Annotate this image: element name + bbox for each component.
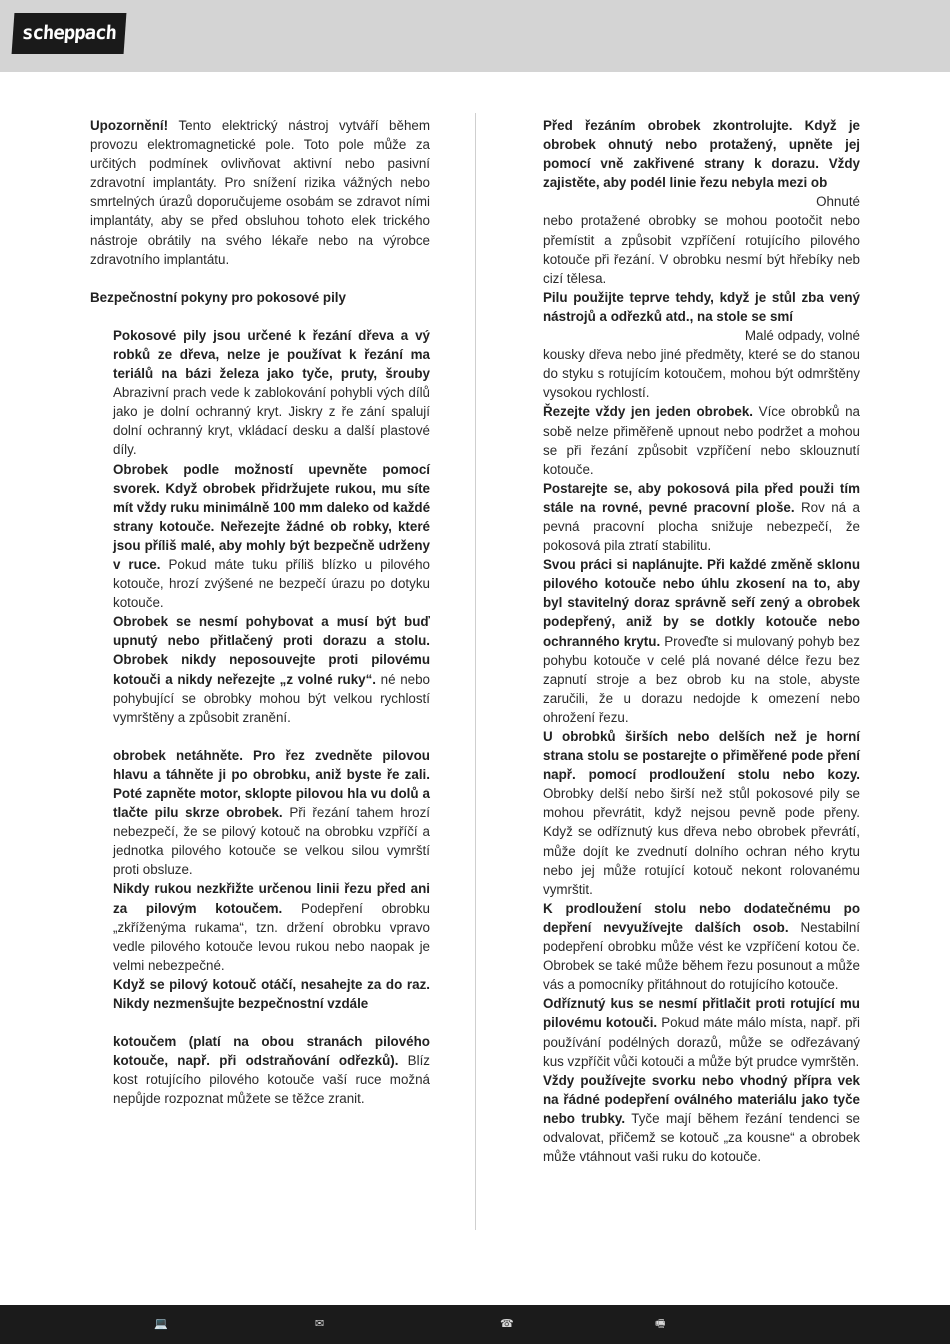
instruction-text: Obrobky delší nebo širší než stůl pokosové pily se mohou převrátit, když nejsou pevně pode přeny. Když se odříznutý kus dřeva nebo obrobek převrátí, může dojít ke zvednutí dolního ochran ného krytu nebo jej může rotující kotouč nekont rolovanému vymrštit. [543, 786, 860, 897]
instruction-paragraph [543, 479, 860, 555]
instruction-paragraph [113, 1032, 430, 1108]
instruction-text: Abrazivní prach vede k zablokování pohybli vých dílů jako je dolní ochranný kryt. Jiskry z ře zání spalují dolní ochranný kryt, vkládací desku a další plastové díly. [113, 385, 430, 458]
instruction-bold: Postarejte se, aby pokosová pila před použi tím stále na rovné, pevné pracovní ploše. [543, 480, 860, 515]
instruction-bold: Vždy používejte svorku nebo vhodný přípra vek na řádné podepření oválného materiálu jako tyče nebo trubky. [543, 1072, 860, 1126]
instruction-bold: U obrobků širších nebo delších než je horní strana stolu se postarejte o přiměřené pode pření např. pomocí prodloužení stolu nebo kozy. [543, 729, 860, 783]
warning-label: Upozornění! [90, 118, 169, 133]
left-column [90, 116, 430, 1109]
instruction-text: nebo protažené obrobky se mohou pootočit nebo přemístit a způsobit vzpříčení rotujícího pilového kotouče při řezání. V obrobku nesmí být hřebíky neb cizí tělesa. [543, 213, 860, 286]
instruction-paragraph [543, 994, 860, 1070]
instruction-text: Proveďte si mulovaný pohyb bez pohybu kotouče v celé plá nované délce řezu bez zapnutí stroje a bez obrob ku na stole, abyste zaručili, že u dorazu nedojde k omezení nebo ohrožení řezu. [543, 633, 860, 725]
instruction-bold: Odříznutý kus se nesmí přitlačit proti rotující mu pilovému kotouči. [543, 996, 860, 1031]
instruction-paragraph [543, 1071, 860, 1166]
instruction-text: né nebo pohybující se obrobky mohou být velkou rychlostí vymrštěny a způsobit zranění. [113, 671, 431, 725]
instruction-bold: Před řezáním obrobek zkontrolujte. Když je obrobek ohnutý nebo protažený, upněte jej pomocí vně zakřivené strany k dorazu. Vždy zajistěte, aby podél linie řezu nebyla mezi ob [543, 118, 860, 191]
emf-warning-paragraph [90, 116, 430, 269]
instruction-bold: Obrobek se nesmí pohybovat a musí být buď upnutý nebo přitlačený proti dorazu a stolu. Obrobek nikdy neposouvejte proti pilovému kotouči a nikdy neřezejte „z volné ruky“. [113, 614, 430, 687]
right-column [543, 116, 860, 1166]
instruction-text: Nestabilní podepření obrobku může vést ke vzpříčení kotou če. Obrobek se také může během řezu posunout a může vás a pomocníky přitáhnout do rotujícího kotouče. [543, 919, 861, 993]
instruction-text: Rov ná a pevná pracovní plocha snižuje nebezpečí, že pokosová pila ztratí stabilitu. [543, 499, 860, 554]
instruction-text: Blíz kost rotujícího pilového kotouče vaší ruce možná nepůjde rozpoznat můžete se těžce zranit. [113, 1053, 430, 1107]
instruction-bold: Pokosové pily jsou určené k řezání dřeva a vý robků ze dřeva, nelze je používat k řezání ma teriálů na bázi železa jako tyče, pruty, šrouby [113, 327, 430, 382]
instruction-text: Malé odpady, volné [744, 328, 860, 344]
instruction-bold: Obrobek podle možností upevněte pomocí svorek. Když obrobek přidržujete rukou, mu síte mít vždy ruku minimálně 100 mm daleko od každé strany kotouče. Neřezejte žádné ob robky, které jsou příliš malé, aby mohly být bezpečně udrženy v ruce. [113, 461, 431, 572]
instruction-bold: K prodloužení stolu nebo dodatečnému po depření nevyužívejte dalších osob. [543, 900, 860, 935]
instruction-paragraph [543, 727, 860, 899]
instruction-paragraph [113, 460, 430, 613]
instruction-bold: Pilu použijte teprve tehdy, když je stůl zba vený nástrojů a odřezků atd., na stole se smí [543, 289, 860, 324]
page-footer [0, 1305, 950, 1344]
instruction-text: Pokud máte tuku příliš blízko u pilového kotouče, hrozí zvýšené ne bezpečí úrazu po dotyku kotouče. [113, 556, 430, 611]
instruction-bold: Řezejte vždy jen jeden obrobek. [543, 404, 754, 420]
instruction-bold: Svou práci si naplánujte. Při každé změně sklonu pilového kotouče nebo úhlu zkosení na to, aby byl stavitelný doraz správně seří zený a obrobek podepřený, aniž by se dotkly kotouče nebo ochranného krytu. [543, 557, 860, 649]
instruction-paragraph [543, 402, 860, 478]
fax-icon: 🖷 [655, 1317, 666, 1330]
warning-text: Tento elektrický nástroj vytváří během provozu elektromagnetické pole. Toto pole může za určitých podmínek ovlivňovat aktivní nebo pasivní zdravotní implantáty. Pro snížení rizika vážných nebo smrtelných úrazů doporučujeme osobám se zdravot ními implantáty, aby se před obsluhou tohoto elek trického nástroje obrátily na svého lékaře nebo na výrobce zdravotního implantátu. [90, 118, 430, 267]
instruction-bold: Nikdy rukou nezkřižte určenou linii řezu před ani za pilovým kotoučem. [113, 881, 430, 916]
phone-icon: ☎ [500, 1317, 514, 1330]
instruction-text: Tyče mají během řezání tendenci se odvalovat, přičemž se kotouč „za kousne“ a obrobek může vtáhnout vaši ruku do kotouče. [543, 1110, 860, 1165]
instruction-bold: kotoučem (platí na obou stranách pilového kotouče, např. při odstraňování odřezků). [113, 1034, 430, 1069]
instruction-bold: obrobek netáhněte. Pro řez zvedněte pilovou hlavu a táhněte ji po obrobku, aniž byste ře zali. Poté zapněte motor, sklopte pilovou hla vu dolů a tlačte pilu skrze obrobek. [113, 747, 430, 821]
page-header [0, 0, 950, 72]
instruction-text: Ohnuté [816, 194, 860, 210]
instruction-text: Více obrobků na sobě nelze přiměřeně upnout nebo podržet a mohou se při řezání způsobit vzpříčení nebo sklouznutí kotouče. [543, 404, 860, 477]
section-heading: Bezpečnostní pokyny pro pokosové pily [90, 289, 346, 305]
scheppach-logo: scheppach [12, 13, 127, 54]
instruction-text: Při řezání tahem hrozí nebezpečí, že se pilový kotouč na obrobku vzpříčí a jednotka pilového kotouče se velkou silou vymrští proti obsluze. [113, 805, 430, 878]
instruction-paragraph [113, 326, 430, 460]
instruction-paragraph [543, 899, 860, 994]
instruction-paragraph [113, 746, 430, 880]
instruction-paragraph [113, 612, 430, 727]
instruction-bold: Když se pilový kotouč otáčí, nesahejte za do raz. Nikdy nezmenšujte bezpečnostní vzdále [113, 976, 430, 1012]
mail-icon: ✉ [315, 1317, 325, 1330]
instruction-text: kousky dřeva nebo jiné předměty, které se do stanou do styku s rotujícím kotoučem, mohou být odmrštěny vysokou rychlostí. [543, 347, 860, 401]
computer-icon: 💻 [154, 1317, 168, 1330]
instruction-text: Podepření obrobku „zkříženýma rukama“, tzn. držení obrobku vpravo vedle pilového kotouče levou rukou nebo naopak je velmi nebezpečné. [113, 900, 430, 973]
instruction-text: Pokud máte málo místa, např. při používání podélných dorazů, může se odřezávaný kus vzpříčit vůči kotouči a může být prudce vymrštěn. [543, 1015, 860, 1069]
column-divider [475, 113, 476, 1230]
instruction-paragraph [543, 555, 860, 727]
instruction-paragraph [113, 879, 430, 974]
